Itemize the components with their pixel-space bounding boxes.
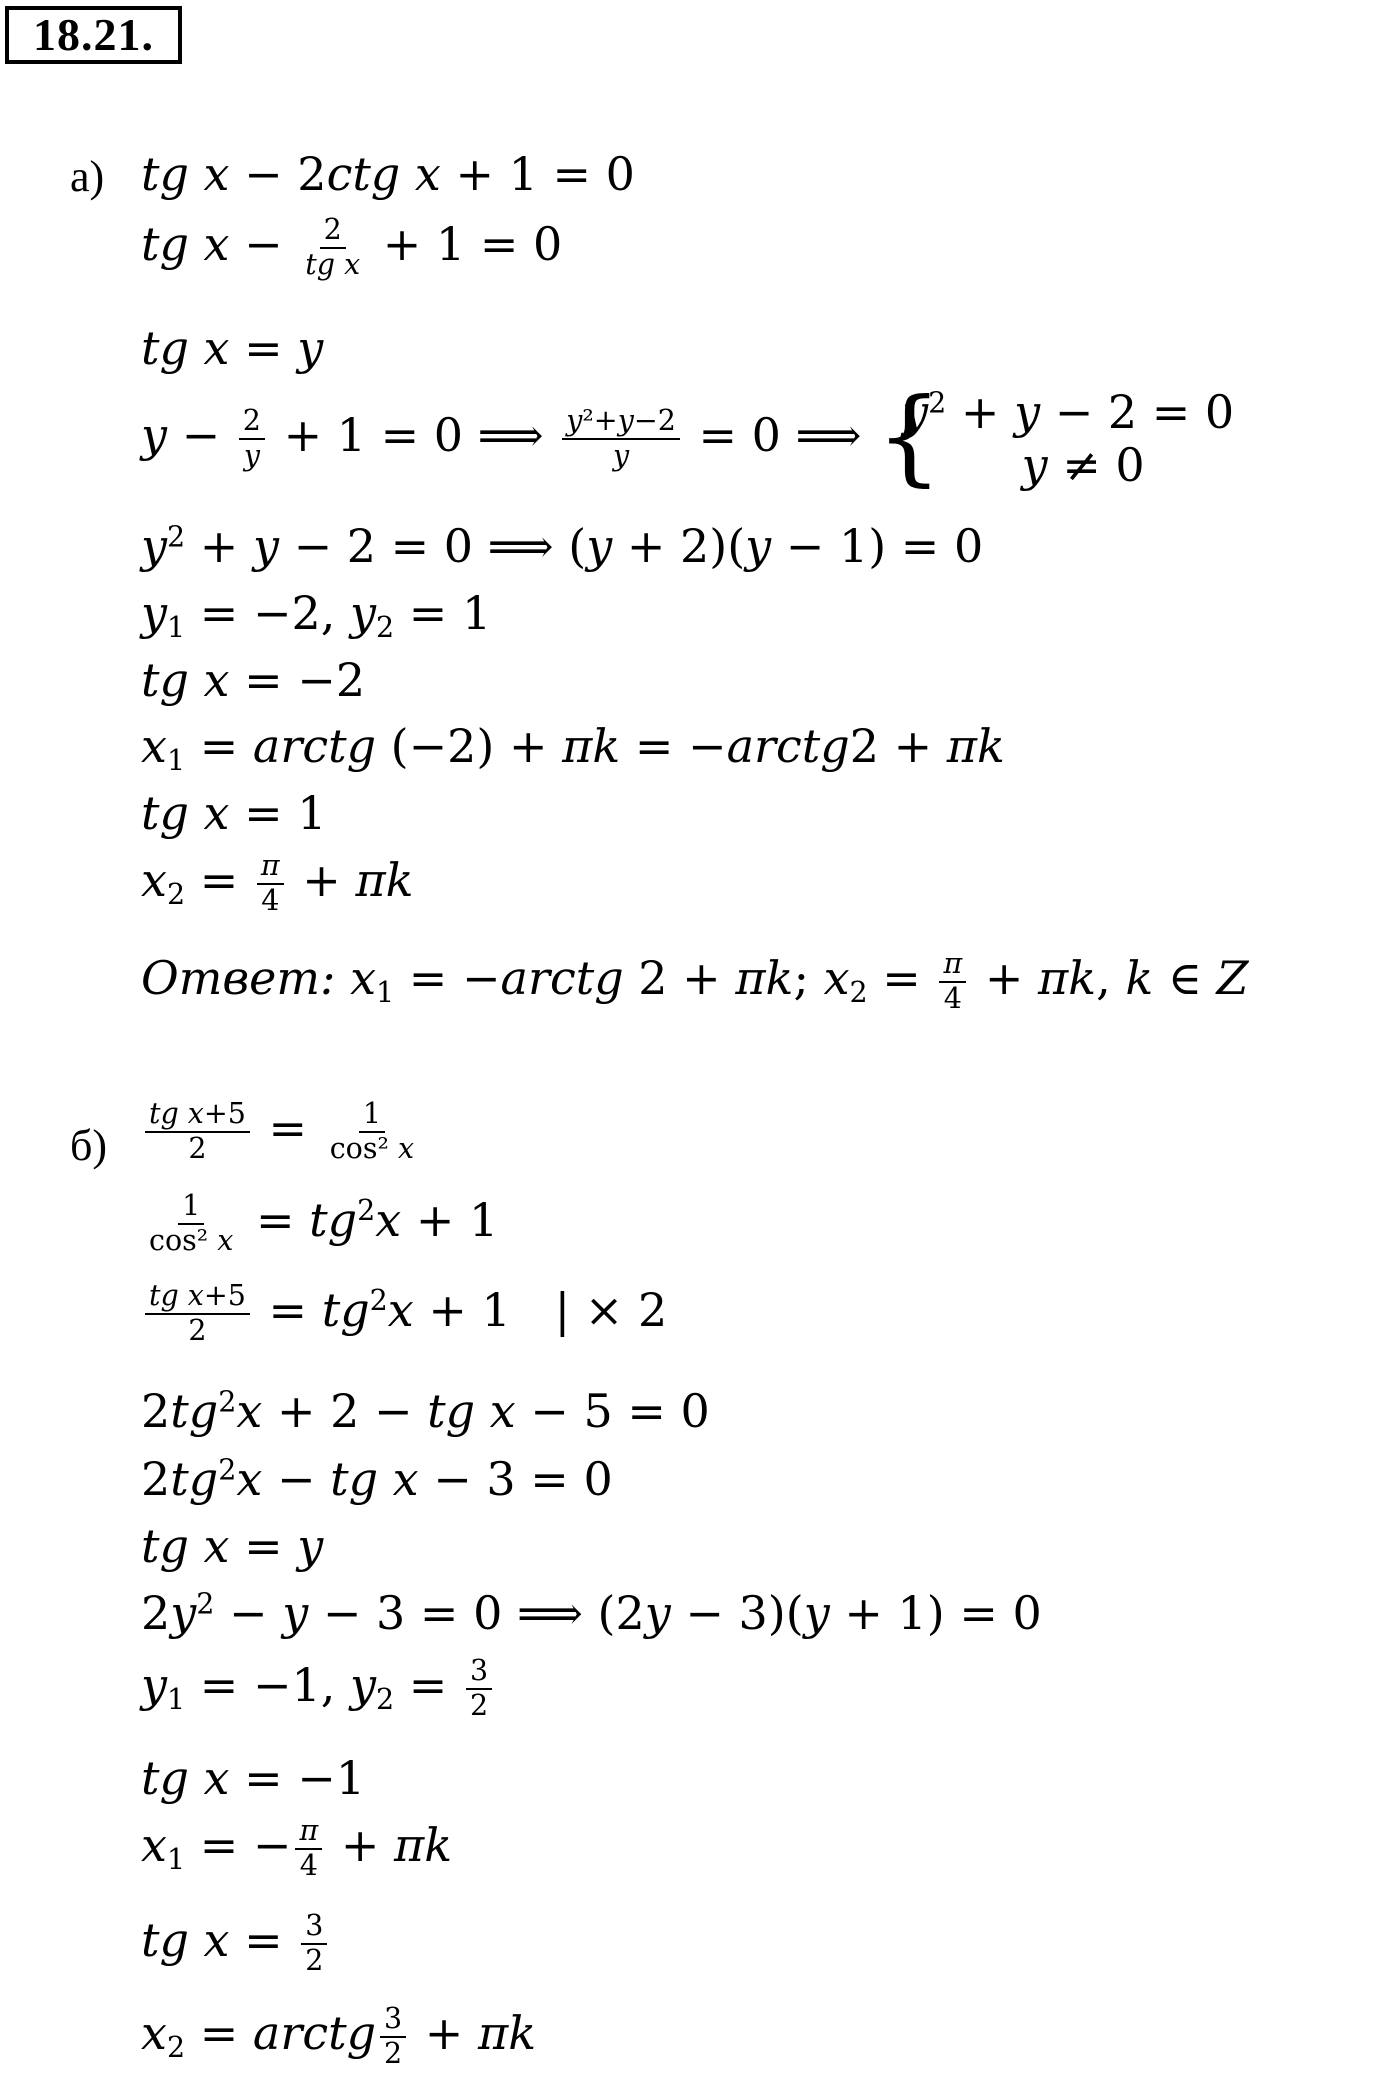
equation-line: tg x = y [141,1519,324,1573]
equation-line: $\frac{\text{tg x+5}}{2}$ = $\frac{1}{\text{cos² x}}$ [141,1098,422,1166]
equation-line: $x_2$ = $\frac{\pi}{4}$ + πk [141,849,414,917]
equation-line: $2y^2 - y - 3 = 0$ ⟹ (2y − 3)(y + 1) = 0 [141,1586,1042,1640]
part-b-label: б) [70,1121,108,1170]
equation-line: $\frac{\text{tg x+5}}{2}$ = $tg^2x + 1$ | × 2 [141,1280,667,1348]
equation-line: $x_1$ = arctg (−2) + πk = −arctg2 + πk [141,719,1005,777]
equation-line: $2tg^2x + 2$ − tg x − 5 = 0 [141,1384,710,1438]
problem-number: 18.21. [5,6,182,64]
equation-line: $\frac{1}{\text{cos² x}}$ = $tg^2x + 1$ [149,1189,499,1257]
equation-line: $y_1 = -2$, $y_2 = 1$ [141,586,492,644]
part-a-label: а) [70,152,105,201]
equation-line: tg x − $\frac{2}{\text{tg x}}$ + 1 = 0 [141,213,563,281]
equation-line: tg x − 2ctg x + 1 = 0 [141,147,635,201]
equation-line: $y^2 + y - 2 = 0$ ⟹ (y + 2)(y − 1) = 0 [141,519,984,573]
answer-line: Ответ: $x_1$ = −arctg 2 + πk; $x_2$ = $\frac{\pi}{4}$ + πk, k ∈ Z [141,947,1249,1015]
equation-line: tg x = −2 [141,653,366,707]
equation-line: tg x = −1 [141,1751,366,1805]
equation-line: $x_2$ = arctg $\frac{3}{2}$ + πk [141,2002,537,2070]
equation-line: tg x = y [141,321,324,375]
equation-line: $x_1$ = − $\frac{\pi}{4}$ + πk [141,1814,453,1882]
equation-line: $2tg^2x$ − tg x − 3 = 0 [141,1452,613,1506]
equation-line: y − $\frac{2}{y}$ + 1 = 0 ⟹ $\frac{\text{y²+y−2}}{y}$ = 0 ⟹ { $y^2 + y - 2 = 0$ y ≠ 0 [141,386,1234,492]
equation-line: tg x = 1 [141,786,327,840]
equation-line: tg x = $\frac{3}{2}$ [141,1910,331,1978]
equation-line: $y_1 = -1$, $y_2$ = $\frac{3}{2}$ [141,1655,496,1723]
